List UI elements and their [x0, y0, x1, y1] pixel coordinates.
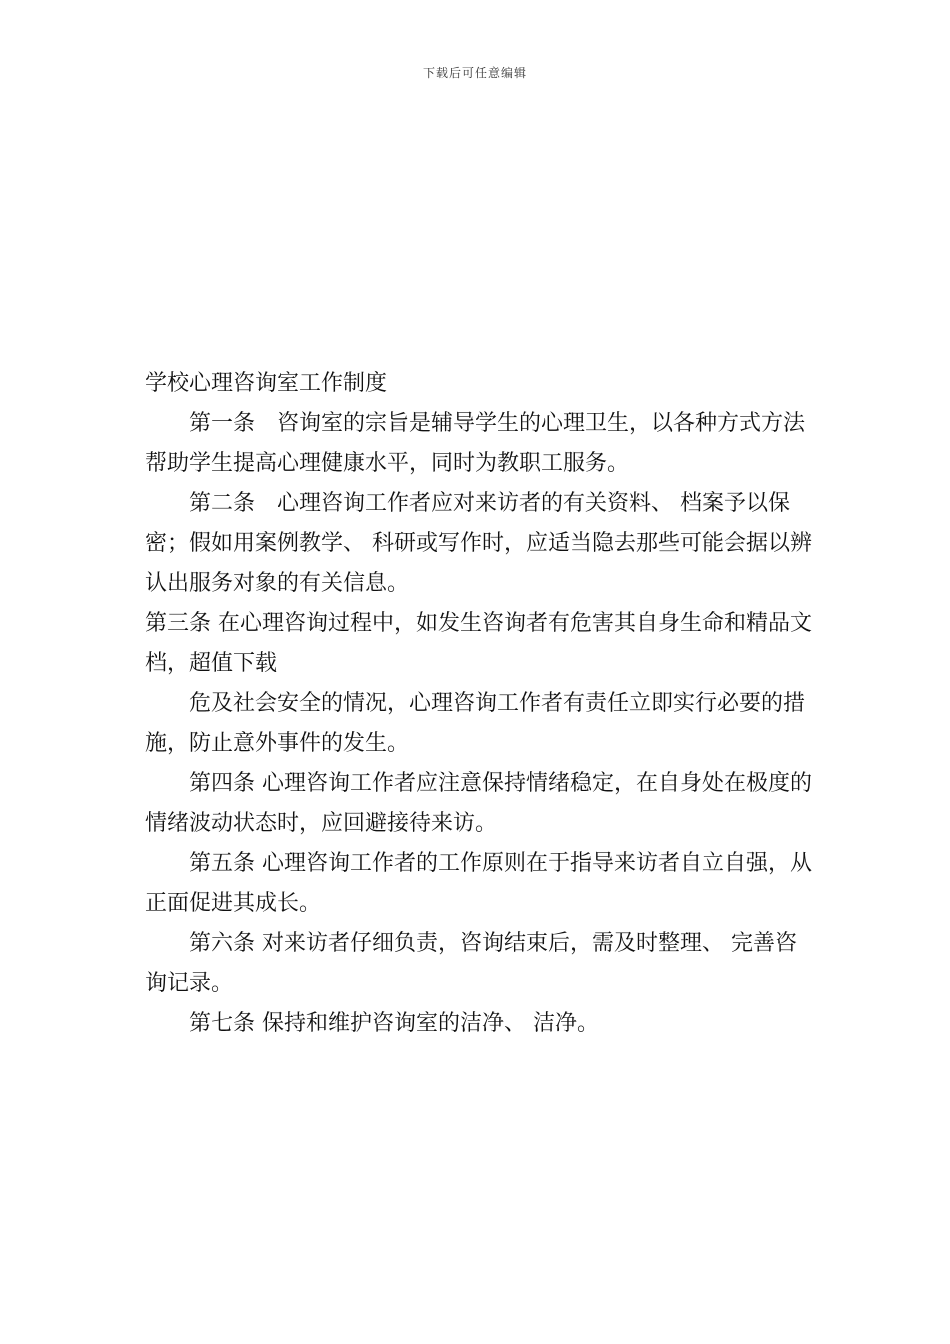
document-title: 学校心理咨询室工作制度 — [145, 371, 388, 396]
article-3-continued: 危及社会安全的情况，心理咨询工作者有责任立即实行必要的措施，防止意外事件的发生。 — [145, 691, 806, 756]
article-3: 第三条 在心理咨询过程中，如发生咨询者有危害其自身生命和精品文档，超值下载 — [145, 611, 812, 676]
article-5: 第五条 心理咨询工作者的工作原则在于指导来访者自立自强，从正面促进其成长。 — [145, 851, 812, 916]
article-4: 第四条 心理咨询工作者应注意保持情绪稳定，在自身处在极度的情绪波动状态时，应回避接待来访。 — [145, 771, 812, 836]
page-header: 下载后可任意编辑 — [422, 66, 527, 80]
article-1: 第一条 咨询室的宗旨是辅导学生的心理卫生，以各种方式方法帮助学生提高心理健康水平，同时为教职工服务。 — [145, 411, 806, 476]
article-2: 第二条 心理咨询工作者应对来访者的有关资料、 档案予以保密；假如用案例教学、 科研或写作时，应适当隐去那些可能会据以辨认出服务对象的有关信息。 — [145, 491, 812, 596]
document-body — [145, 364, 815, 1044]
article-7: 第七条 保持和维护咨询室的洁净、 洁净。 — [189, 1011, 599, 1036]
article-6: 第六条 对来访者仔细负责，咨询结束后，需及时整理、 完善咨询记录。 — [145, 931, 797, 996]
